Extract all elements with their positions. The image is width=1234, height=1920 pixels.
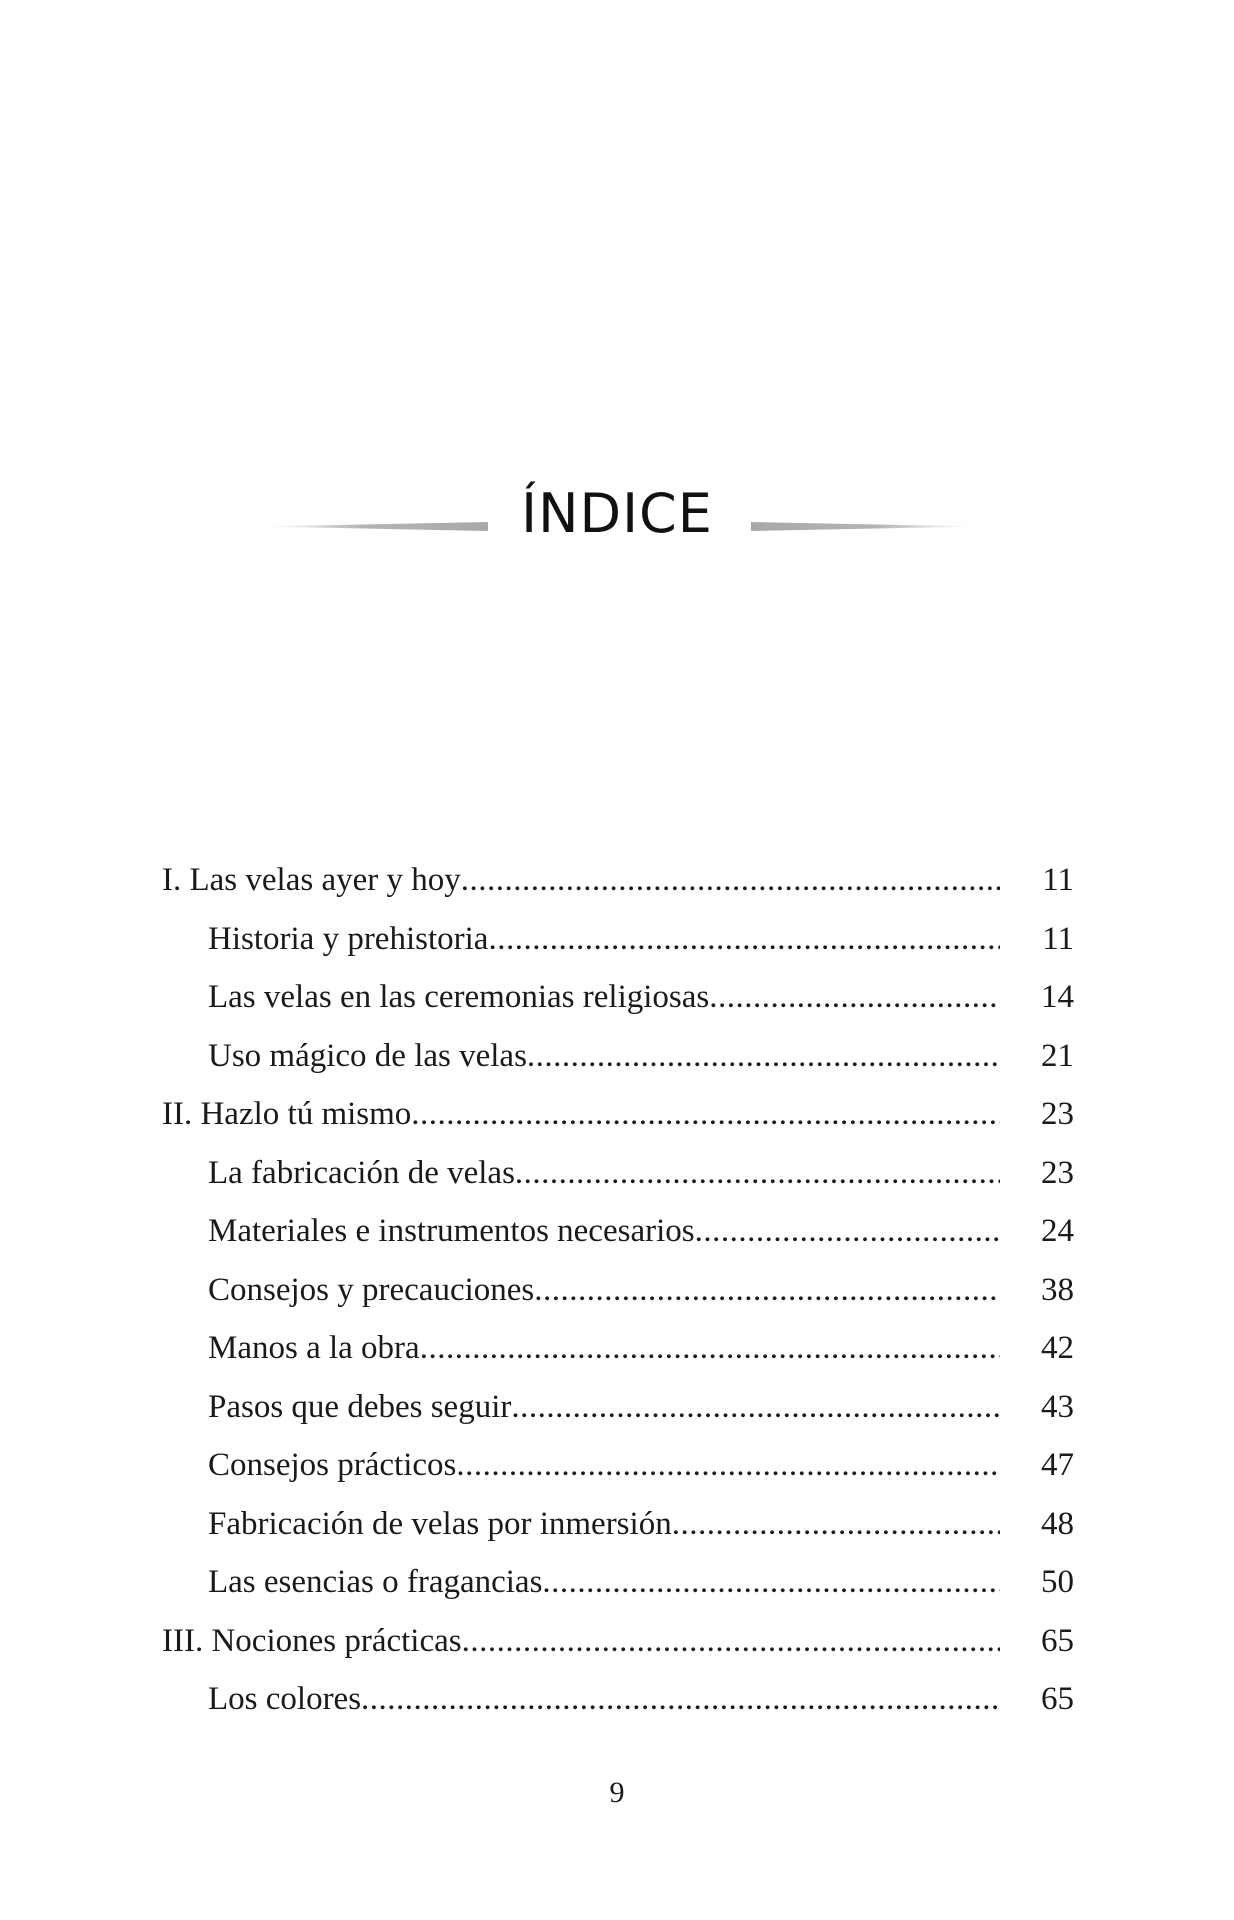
toc-entry[interactable]: [162, 1038, 1074, 1097]
toc-leader-dots: [488, 921, 1000, 958]
toc-leader-dots: [672, 1506, 1000, 1543]
toc-entry[interactable]: [162, 1096, 1074, 1155]
toc-entry-page: 65: [1041, 1681, 1074, 1717]
toc-entry-page: 11: [1042, 920, 1074, 957]
toc-entry-title: III. Nociones prácticas: [162, 1622, 462, 1659]
toc-entry-page: 50: [1041, 1564, 1074, 1600]
toc-entry-title: II. Hazlo tú mismo: [162, 1096, 412, 1132]
toc-leader-dots: [420, 1330, 1000, 1367]
toc-leader-dots: [695, 1213, 1000, 1250]
toc-entry-page: 11: [1042, 862, 1074, 898]
toc-entry-title: Pasos que debes seguir: [208, 1388, 512, 1425]
toc-entry-page: 21: [1041, 1037, 1074, 1074]
toc-leader-dots: [462, 1623, 1000, 1660]
toc-leader-dots: [709, 979, 1000, 1016]
toc-entry[interactable]: [162, 1564, 1074, 1623]
toc-entry-title: Historia y prehistoria: [208, 920, 489, 957]
toc-entry-page: 43: [1041, 1388, 1074, 1425]
toc-leader-dots: [461, 862, 1000, 899]
toc-entry-title: Uso mágico de las velas: [208, 1037, 527, 1074]
toc-leader-dots: [542, 1564, 1000, 1601]
toc-entry-title: Los colores: [208, 1681, 362, 1717]
toc-entry-title: I. Las velas ayer y hoy: [162, 862, 461, 898]
toc-entry[interactable]: [162, 1447, 1074, 1506]
toc-leader-dots: [527, 1038, 1000, 1075]
toc-entry-title: Consejos y precauciones: [208, 1271, 535, 1308]
page-number: 9: [609, 1776, 625, 1809]
toc-entry[interactable]: [162, 862, 1074, 921]
toc-leader-dots: [515, 1155, 1000, 1192]
toc-entry[interactable]: [162, 1623, 1074, 1682]
toc-entry[interactable]: [162, 1272, 1074, 1331]
toc-entry[interactable]: [162, 1213, 1074, 1272]
toc-entry-page: 47: [1041, 1447, 1074, 1483]
toc-entry-page: 65: [1041, 1622, 1074, 1659]
toc-entry-page: 42: [1041, 1330, 1074, 1366]
toc-entry-page: 23: [1041, 1096, 1074, 1132]
toc-entry-title: Las esencias o fragancias: [208, 1564, 543, 1600]
toc-entry[interactable]: [162, 1681, 1074, 1740]
toc-leader-dots: [361, 1681, 1000, 1718]
table-of-contents: [162, 862, 1074, 1740]
toc-entry-page: 24: [1041, 1213, 1074, 1249]
toc-entry-title: Consejos prácticos: [208, 1447, 457, 1483]
toc-entry-page: 38: [1041, 1271, 1074, 1308]
toc-leader-dots: [411, 1096, 1000, 1133]
toc-leader-dots: [534, 1272, 1000, 1309]
page-title: ÍNDICE: [521, 482, 713, 545]
toc-entry-page: 48: [1041, 1505, 1074, 1542]
toc-entry[interactable]: [162, 921, 1074, 980]
toc-leader-dots: [511, 1389, 1000, 1426]
toc-entry-title: Materiales e instrumentos necesarios: [208, 1213, 695, 1249]
toc-entry-title: Manos a la obra: [208, 1330, 420, 1366]
toc-entry[interactable]: [162, 1389, 1074, 1448]
toc-entry-title: Fabricación de velas por inmersión: [208, 1505, 672, 1542]
toc-entry[interactable]: [162, 979, 1074, 1038]
toc-entry[interactable]: [162, 1506, 1074, 1565]
toc-entry-title: La fabricación de velas: [208, 1154, 515, 1191]
toc-entry-page: 14: [1041, 979, 1074, 1015]
toc-entry[interactable]: [162, 1330, 1074, 1389]
toc-entry[interactable]: [162, 1155, 1074, 1214]
toc-leader-dots: [456, 1447, 1000, 1484]
toc-entry-page: 23: [1041, 1154, 1074, 1191]
toc-entry-title: Las velas en las ceremonias religiosas: [208, 979, 710, 1015]
title-block: [0, 478, 1234, 558]
